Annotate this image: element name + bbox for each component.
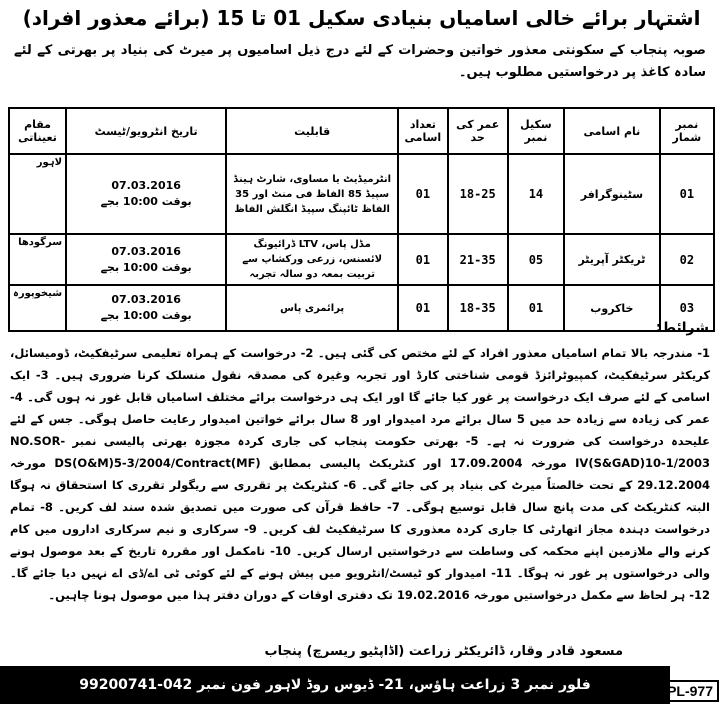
cell-count: 01 [398,234,448,285]
cell-serial: 01 [660,154,714,234]
table-row [9,285,714,331]
cell-date [66,285,226,331]
cell-age: 18-25 [448,154,508,234]
cell-date [66,234,226,285]
conditions-text: 1- مندرجہ بالا تمام اسامیاں معذور افراد کے لئے مختص کی گئی ہیں۔ 2- درخواست کے ہمراہ تعلیمی سرٹیفکیٹ، ڈومیسائل، کریکٹر سرٹیفکیٹ، کمپیوٹرائزڈ قومی شناختی کارڈ اور تجربہ وغیرہ کی مصدقہ نقول منسلک کرنا ضروری ہیں۔ 3- ایک اسامی کے لئے صرف ایک درخواست پر غور کیا جائے گا اور ایک ہی درخواست برائے مختلف اسامیاں قابل غور نہ ہوں گی۔ 4- عمر کی زیادہ سے زیادہ حد میں 5 سال برائے مرد امیدوار اور 8 سال برائے خواتین امیدوار رعایت حاصل ہوگی۔ جس کے لئے علیحدہ درخواست کی ضرورت نہ ہے۔ 5- بھرتی حکومت پنجاب کی جاری کردہ مجوزہ بھرتی پالیسی نمبر NO.SOR-IV(S&GAD)10-1/2003 مورخہ 17.09.2004 اور کنٹریکٹ پالیسی بمطابق DS(O&M)5-3/2004/Contract(MF) مورخہ 29.12.2004 کے تحت خالصتاً میرٹ کی بنیاد پر کی جائے گی۔ 6- کنٹریکٹ پر تقرری سے ریگولر تقرری کا استحقاق نہ ہوگا البتہ کنٹریکٹ کی مدت پانچ سال قابل توسیع ہوگی۔ 7- حافظ قرآن کی صورت میں تصدیق شدہ سند لف کریں۔ 8- تمام درخواست دہندہ مجاز اتھارٹی کا جاری کردہ معذوری کا سرٹیفکیٹ لف کریں۔ 9- سرکاری و نیم سرکاری اداروں میں کام کرنے والے ملازمین اپنے محکمہ کی وساطت سے درخواستیں ارسال کریں۔ 10- نامکمل اور مقررہ تاریخ کے بعد موصول ہونے والی درخواستوں پر غور نہ ہوگا۔ 11- امیدوار کو ٹیسٹ/انٹرویو میں پیش ہونے کے لئے کوئی ٹی اے/ڈی اے نہیں دیا جائے گا۔ 12- ہر لحاظ سے مکمل درخواستیں مورخہ 19.02.2016 تک دفتری اوقات کے دوران دفتر ہذا میں موصول ہونا چاہیں۔ [10,346,711,602]
office-name: مسعود قادر وقار، ڈائریکٹر زراعت (اڈاپٹیو ریسرچ) پنجاب [264,644,623,659]
interview-date: 07.03.2016 [111,293,181,306]
interview-time: بوقت 10:00 بجے [100,260,192,274]
address-bar: فلور نمبر 3 زراعت ہاؤس، 21- ڈیوس روڈ لاہور فون نمبر 042-99200741 [0,666,670,704]
interview-time: بوقت 10:00 بجے [100,195,192,208]
cell-post: ٹریکٹر آپریٹر [564,234,660,285]
cell-qualification: انٹرمیڈیٹ یا مساوی، شارٹ ہینڈ سپیڈ 85 الفاظ فی منٹ اور 35 الفاظ ٹائپنگ سپیڈ انگلش الفاظ [226,154,398,234]
table-row [9,154,714,234]
ipl-code: IPL-977 [657,680,719,702]
col-header-age: عمر کی حد [448,108,508,154]
cell-age: 18-35 [448,285,508,331]
ad-intro: صوبہ پنجاب کے سکونتی معذور خواتین وحضرات کے لئے درج ذیل اسامیوں پر میرٹ کی بنیاد پر بھرتی کے لئے سادہ کاغذ پر درخواستیں مطلوب ہیں۔ [14,43,706,80]
cell-count: 01 [398,154,448,234]
cell-post: خاکروب [564,285,660,331]
cell-post: سٹینوگرافر [564,154,660,234]
table-row [9,234,714,285]
cell-serial: 02 [660,234,714,285]
cell-serial: 03 [660,285,714,331]
col-header-count: تعداد اسامی [398,108,448,154]
col-header-serial: نمبر شمار [660,108,714,154]
posts-table [8,107,715,332]
col-header-scale: سکیل نمبر [508,108,564,154]
cell-qualification: پرائمری پاس [226,285,398,331]
interview-time: بوقت 10:00 بجے [100,309,192,322]
conditions-title: شرائط: [655,320,709,336]
cell-place: سرگودھا [9,234,66,285]
ad-footer [0,644,723,708]
cell-date [66,154,226,234]
cell-place: لاہور [9,154,66,234]
table-header-row [9,108,714,154]
cell-scale: 01 [508,285,564,331]
interview-date: 07.03.2016 [111,179,181,192]
cell-place: شیخوپورہ [9,285,66,331]
col-header-place: مقام تعیناتی [9,108,66,154]
col-header-post: نام اسامی [564,108,660,154]
cell-age: 21-35 [448,234,508,285]
cell-scale: 05 [508,234,564,285]
col-header-date: تاریخ انٹرویو/ٹیسٹ [66,108,226,154]
ad-title: اشتہار برائے خالی اسامیاں بنیادی سکیل 01 تا 15 (برائے معذور افراد) [22,6,701,30]
cell-scale: 14 [508,154,564,234]
cell-count: 01 [398,285,448,331]
cell-qualification: مڈل پاس، LTV ڈرائیونگ لائسنس، زرعی ورکشاپ سے تربیت بمعہ دو سالہ تجربہ [226,234,398,285]
col-header-qualification: قابلیت [226,108,398,154]
interview-date: 07.03.2016 [111,244,181,258]
